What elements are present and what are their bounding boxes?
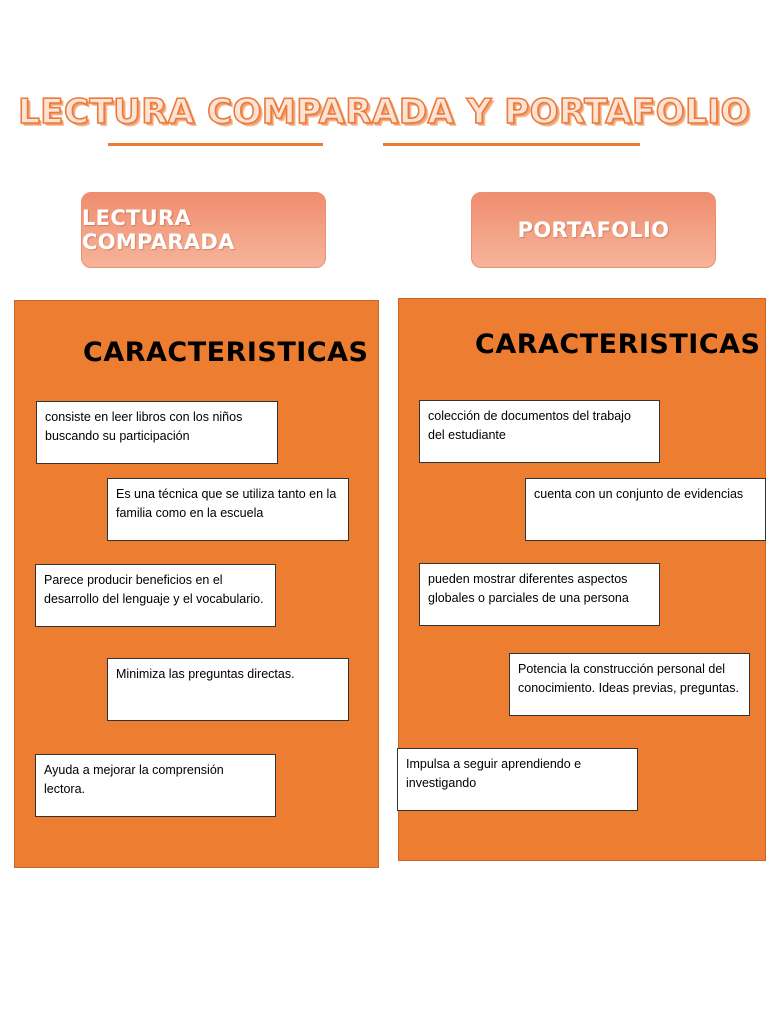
title-underline-left	[108, 143, 323, 146]
left-item-2: Es una técnica que se utiliza tanto en la familia como en la escuela	[107, 478, 349, 541]
left-item-1: consiste en leer libros con los niños buscando su participación	[36, 401, 278, 464]
lectura-comparada-header: LECTURA COMPARADA	[81, 192, 326, 268]
right-item-2: cuenta con un conjunto de evidencias	[525, 478, 766, 541]
left-item-3: Parece producir beneficios en el desarrollo del lenguaje y el vocabulario.	[35, 564, 276, 627]
left-section-title: CARACTERISTICAS	[83, 337, 369, 368]
left-item-5: Ayuda a mejorar la comprensión lectora.	[35, 754, 276, 817]
right-section-title: CARACTERISTICAS	[475, 329, 761, 360]
portafolio-panel	[398, 298, 766, 861]
lectura-comparada-panel	[14, 300, 379, 868]
right-item-1: colección de documentos del trabajo del estudiante	[419, 400, 660, 463]
portafolio-header: PORTAFOLIO	[471, 192, 716, 268]
right-item-3: pueden mostrar diferentes aspectos globales o parciales de una persona	[419, 563, 660, 626]
page-title: LECTURA COMPARADA Y PORTAFOLIO	[18, 92, 750, 132]
right-item-5: Impulsa a seguir aprendiendo e investigando	[397, 748, 638, 811]
left-item-4: Minimiza las preguntas directas.	[107, 658, 349, 721]
title-underline-right	[383, 143, 640, 146]
right-item-4: Potencia la construcción personal del conocimiento. Ideas previas, preguntas.	[509, 653, 750, 716]
